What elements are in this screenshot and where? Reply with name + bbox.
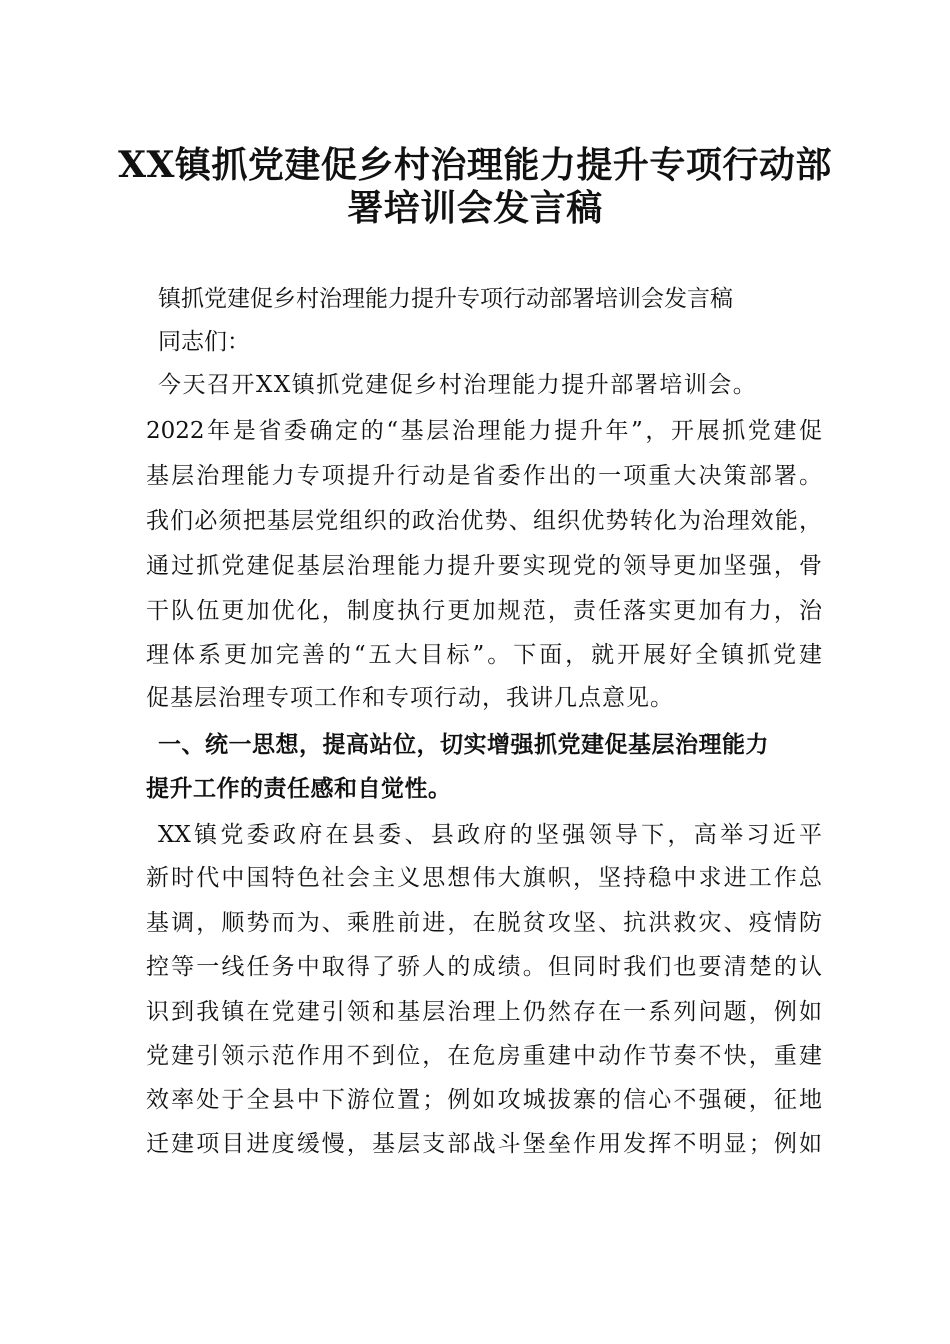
paragraph-2-line-5: 识到我镇在党建引领和基层治理上仍然存在一系列问题，例如	[146, 999, 822, 1025]
section-heading-1-line-1: 一、统一思想，提高站位，切实增强抓党建促基层治理能力	[158, 732, 769, 758]
paragraph-2-line-8: 迁建项目进度缓慢，基层支部战斗堡垒作用发挥不明显；例如	[146, 1131, 822, 1157]
paragraph-2-line-1: XX镇党委政府在县委、县政府的坚强领导下，高举习近平	[158, 822, 822, 848]
paragraph-2-line-2: 新时代中国特色社会主义思想伟大旗帜，坚持稳中求进工作总	[146, 865, 822, 891]
section-heading-1-line-2: 提升工作的责任感和自觉性。	[146, 776, 452, 802]
paragraph-1-line-1: 今天召开XX镇抓党建促乡村治理能力提升部署培训会。	[158, 372, 758, 398]
paragraph-1-line-8: 促基层治理专项工作和专项行动，我讲几点意见。	[146, 685, 674, 711]
paragraph-2-line-6: 党建引领示范作用不到位，在危房重建中动作节奏不快，重建	[146, 1043, 822, 1069]
document-title-line-2: 署培训会发言稿	[347, 187, 603, 229]
paragraph-1-line-4: 我们必须把基层党组织的政治优势、组织优势转化为治理效能，	[146, 508, 822, 534]
paragraph-1-line-3: 基层治理能力专项提升行动是省委作出的一项重大决策部署。	[146, 463, 822, 489]
paragraph-1-line-5: 通过抓党建促基层治理能力提升要实现党的领导更加坚强，骨	[146, 553, 822, 579]
paragraph-1-line-2: 2022年是省委确定的“基层治理能力提升年”，开展抓党建促	[146, 418, 822, 444]
subtitle-line: 镇抓党建促乡村治理能力提升专项行动部署培训会发言稿	[158, 286, 733, 312]
paragraph-2-line-4: 控等一线任务中取得了骄人的成绩。但同时我们也要清楚的认	[146, 954, 822, 980]
salutation: 同志们：	[158, 329, 250, 355]
document-title-line-1: XX镇抓党建促乡村治理能力提升专项行动部	[118, 144, 832, 186]
paragraph-2-line-7: 效率处于全县中下游位置；例如攻城拔寨的信心不强硬，征地	[146, 1087, 822, 1113]
paragraph-2-line-3: 基调，顺势而为、乘胜前进，在脱贫攻坚、抗洪救灾、疫情防	[146, 910, 822, 936]
paragraph-1-line-6: 干队伍更加优化，制度执行更加规范，责任落实更加有力，治	[146, 598, 822, 624]
paragraph-1-line-7: 理体系更加完善的“五大目标”。下面，就开展好全镇抓党建	[146, 642, 822, 668]
